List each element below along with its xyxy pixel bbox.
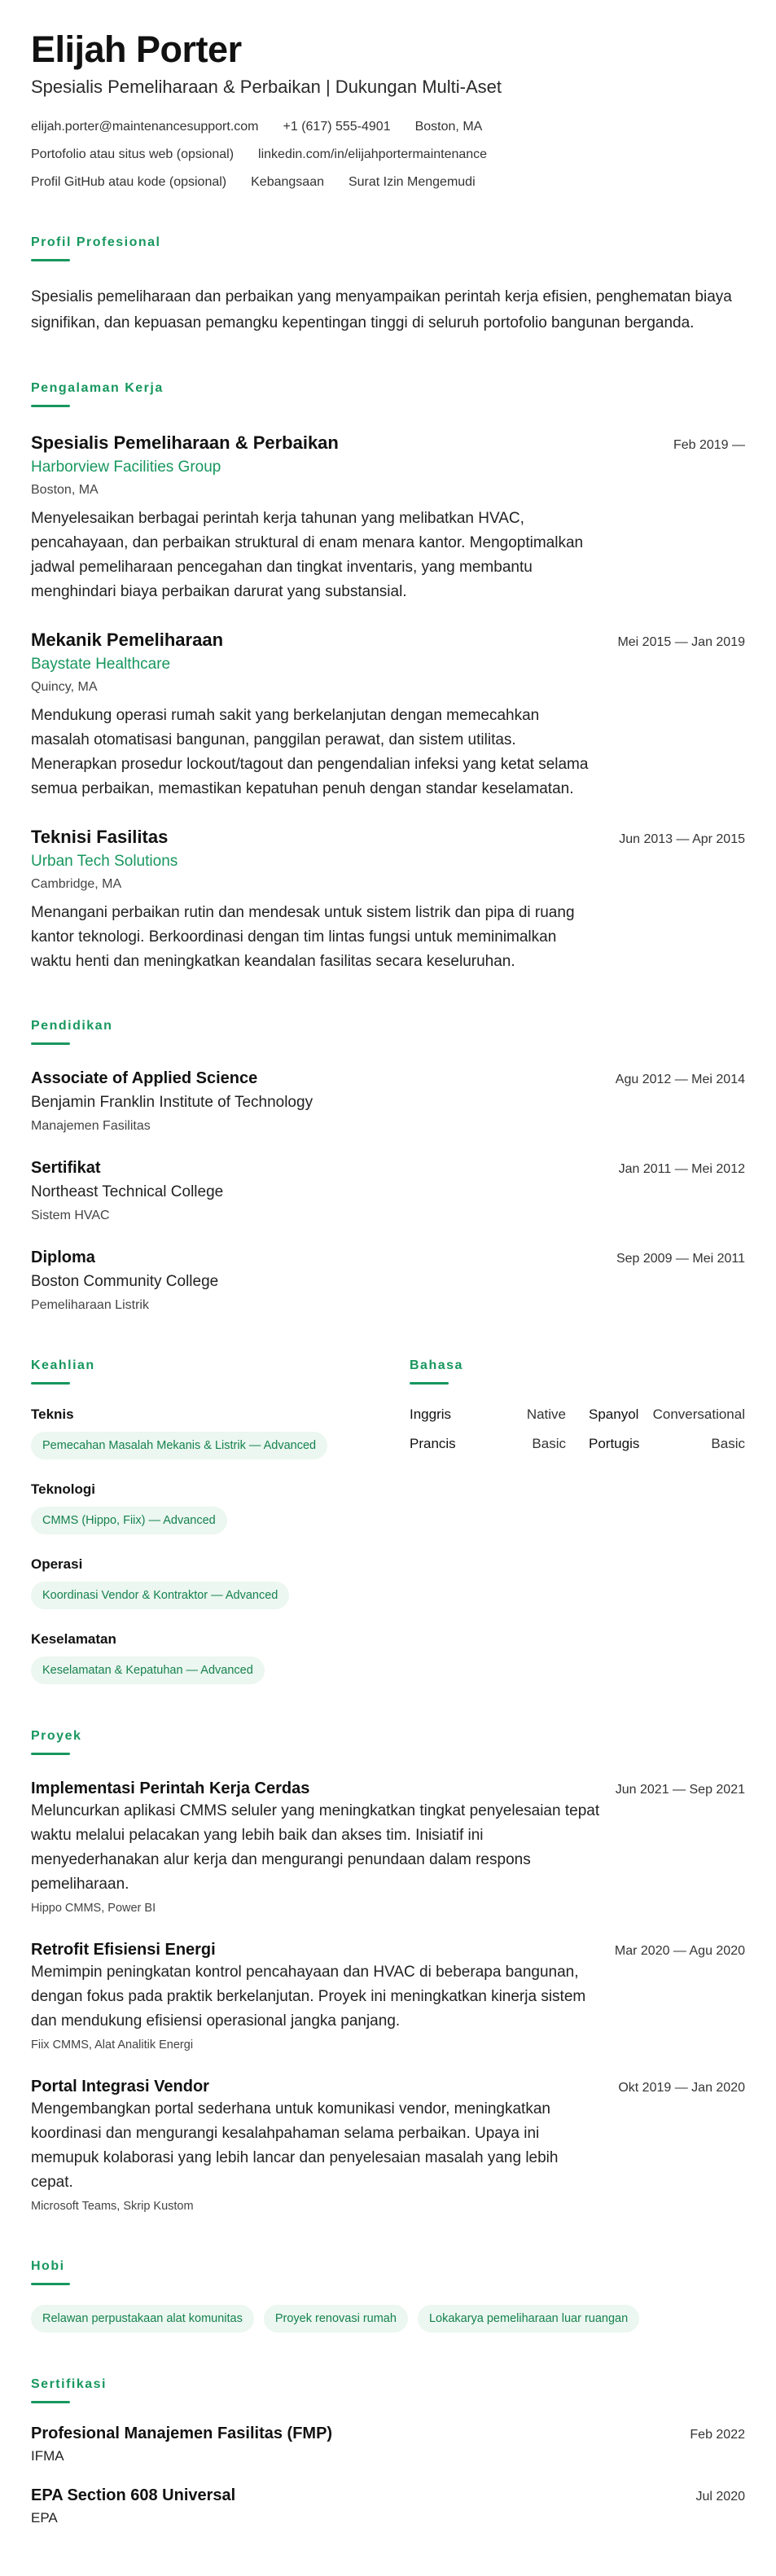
job-description: Menangani perbaikan rutin dan mendesak untuk sistem listrik dan pipa di ruang kantor teknologi. Berkoordinasi dengan tim lintas fungsi untuk meminimalkan waktu henti dan meningkatkan keandalan fasilitas secara keseluruhan.: [31, 904, 575, 970]
project-description: Mengembangkan portal sederhana untuk komunikasi vendor, meningkatkan koordinasi dan mengurangi kesalahpahaman selama perbaikan. Upaya ini memupuk kolaborasi yang lebih lancar dan penyelesaian masalah yang lebih cepat.: [31, 2100, 559, 2191]
projects-section: [31, 1728, 745, 2214]
project-tech: Fiix CMMS, Alat Analitik Energi: [31, 2038, 194, 2052]
hobby-tag: Relawan perpustakaan alat komunitas: [31, 2305, 254, 2332]
skill-group: [31, 1481, 385, 1534]
section-title-certifications: Sertifikasi: [31, 2377, 107, 2391]
project-name: Portal Integrasi Vendor: [31, 2078, 209, 2095]
location: Boston, MA: [414, 120, 483, 134]
certification-date: Jul 2020: [695, 2490, 745, 2504]
company-name: Urban Tech Solutions: [31, 853, 178, 870]
field-of-study: Manajemen Fasilitas: [31, 1119, 151, 1133]
hobby-tag: Proyek renovasi rumah: [264, 2305, 408, 2332]
experience-item: [31, 826, 745, 974]
drivers-license: Surat Izin Mengemudi: [348, 175, 476, 189]
education-section: [31, 1018, 745, 1314]
language-name: Portugis: [589, 1436, 640, 1451]
email-link[interactable]: elijah.porter@maintenancesupport.com: [31, 120, 259, 134]
section-divider: [31, 1382, 70, 1385]
skill-tag: CMMS (Hippo, Fiix) — Advanced: [31, 1507, 227, 1534]
language-item: [589, 1435, 745, 1453]
language-list: [410, 1406, 745, 1453]
skill-group: [31, 1556, 385, 1609]
hobby-tag: Lokakarya pemeliharaan luar ruangan: [418, 2305, 639, 2332]
education-date: Jan 2011 — Mei 2012: [618, 1162, 745, 1176]
project-description: Meluncurkan aplikasi CMMS seluler yang meningkatkan tingkat penyelesaian tepat waktu melalui pelacakan yang lebih baik dan akses tim. Inisiatif ini menyederhanakan alur kerja dan mengurangi penundaan dalam respons pemeliharaan.: [31, 1802, 600, 1893]
job-location: Cambridge, MA: [31, 877, 122, 891]
certification-name: EPA Section 608 Universal: [31, 2486, 236, 2504]
project-date: Mar 2020 — Agu 2020: [614, 1944, 745, 1958]
job-date: Feb 2019 —: [673, 438, 745, 452]
section-title-projects: Proyek: [31, 1729, 82, 1743]
language-item: [589, 1406, 745, 1424]
languages-section: [410, 1358, 745, 1684]
contact-row-primary: [31, 119, 745, 135]
skill-group: [31, 1630, 385, 1684]
job-description: Menyelesaikan berbagai perintah kerja tahunan yang melibatkan HVAC, pencahayaan, dan perbaikan struktural di enam menara kantor. Mengoptimalkan jadwal pemeliharaan pencegahan dan tingkat inventaris, yang membantu menghindari biaya perbaikan darurat yang substansial.: [31, 510, 584, 600]
section-title-profile: Profil Profesional: [31, 235, 161, 249]
job-location: Boston, MA: [31, 483, 99, 497]
education-item: [31, 1247, 745, 1314]
resume-header: [31, 28, 745, 191]
project-date: Jun 2021 — Sep 2021: [615, 1783, 745, 1797]
school-name: Northeast Technical College: [31, 1183, 224, 1200]
language-item: [410, 1435, 566, 1453]
language-level: Native: [526, 1406, 566, 1422]
language-item: [410, 1406, 566, 1424]
section-divider: [31, 2283, 70, 2285]
hobby-list: [31, 2305, 745, 2332]
degree-title: Diploma: [31, 1249, 95, 1266]
person-name: Elijah Porter: [31, 29, 242, 70]
headline: Spesialis Pemeliharaan & Perbaikan | Dukungan Multi-Aset: [31, 77, 502, 97]
project-name: Implementasi Perintah Kerja Cerdas: [31, 1780, 310, 1797]
profile-section: [31, 235, 745, 336]
skill-group: [31, 1406, 385, 1459]
language-name: Prancis: [410, 1436, 456, 1451]
school-name: Boston Community College: [31, 1273, 219, 1290]
job-date: Mei 2015 — Jan 2019: [617, 635, 745, 649]
language-name: Spanyol: [589, 1406, 639, 1422]
section-title-education: Pendidikan: [31, 1019, 113, 1033]
section-divider: [31, 259, 70, 261]
job-date: Jun 2013 — Apr 2015: [619, 832, 745, 846]
section-divider: [31, 1042, 70, 1045]
project-item: [31, 2076, 745, 2214]
degree-title: Associate of Applied Science: [31, 1069, 258, 1087]
language-level: Basic: [532, 1436, 566, 1451]
certification-item: [31, 2423, 745, 2465]
language-name: Inggris: [410, 1406, 452, 1422]
project-tech: Hippo CMMS, Power BI: [31, 1902, 156, 1915]
certification-issuer: EPA: [31, 2510, 58, 2526]
section-title-experience: Pengalaman Kerja: [31, 381, 164, 395]
education-item: [31, 1157, 745, 1224]
project-tech: Microsoft Teams, Skrip Kustom: [31, 2200, 194, 2213]
skill-category: Teknologi: [31, 1481, 96, 1497]
section-title-languages: Bahasa: [410, 1358, 463, 1372]
certification-item: [31, 2485, 745, 2527]
degree-title: Sertifikat: [31, 1159, 101, 1177]
job-title: Spesialis Pemeliharaan & Perbaikan: [31, 432, 339, 453]
contact-row-links: [31, 147, 745, 163]
certification-name: Profesional Manajemen Fasilitas (FMP): [31, 2425, 333, 2442]
section-title-skills: Keahlian: [31, 1358, 95, 1372]
project-date: Okt 2019 — Jan 2020: [618, 2081, 745, 2095]
certification-date: Feb 2022: [690, 2428, 745, 2442]
section-divider: [410, 1382, 449, 1385]
skills-section: [31, 1358, 385, 1684]
project-name: Retrofit Efisiensi Energi: [31, 1941, 216, 1959]
education-item: [31, 1068, 745, 1134]
contact-row-extra: [31, 174, 745, 191]
section-divider: [31, 1753, 70, 1755]
skill-category: Operasi: [31, 1556, 83, 1572]
field-of-study: Sistem HVAC: [31, 1209, 110, 1222]
job-location: Quincy, MA: [31, 680, 98, 694]
school-name: Benjamin Franklin Institute of Technology: [31, 1094, 313, 1111]
field-of-study: Pemeliharaan Listrik: [31, 1298, 149, 1312]
certification-issuer: IFMA: [31, 2448, 64, 2464]
experience-item: [31, 629, 745, 801]
skill-category: Keselamatan: [31, 1631, 116, 1647]
experience-item: [31, 432, 745, 604]
profile-summary: Spesialis pemeliharaan dan perbaikan yang menyampaikan perintah kerja efisien, penghematan biaya signifikan, dan kepuasan pemangku kepentingan tinggi di seluruh portofolio bangunan berganda.: [31, 288, 732, 331]
language-level: Conversational: [652, 1406, 745, 1422]
language-level: Basic: [711, 1436, 745, 1451]
skill-tag: Pemecahan Masalah Mekanis & Listrik — Advanced: [31, 1432, 327, 1459]
github-link[interactable]: Profil GitHub atau kode (opsional): [31, 175, 227, 189]
skill-tag: Keselamatan & Kepatuhan — Advanced: [31, 1657, 265, 1684]
certifications-section: [31, 2376, 745, 2527]
nationality: Kebangsaan: [251, 175, 324, 189]
skills-languages-row: [31, 1358, 745, 1684]
hobbies-section: [31, 2258, 745, 2332]
education-date: Agu 2012 — Mei 2014: [615, 1073, 745, 1086]
education-date: Sep 2009 — Mei 2011: [616, 1252, 745, 1266]
phone-number[interactable]: +1 (617) 555-4901: [283, 120, 391, 134]
section-divider: [31, 405, 70, 407]
experience-section: [31, 380, 745, 974]
project-item: [31, 1939, 745, 2053]
section-divider: [31, 2401, 70, 2403]
portfolio-link[interactable]: Portofolio atau situs web (opsional): [31, 147, 235, 161]
job-description: Mendukung operasi rumah sakit yang berkelanjutan dengan memecahkan masalah otomatisasi bangunan, panggilan perawat, dan sistem utilitas. Menerapkan prosedur lockout/tagout dan pengendalian infeksi yang ketat selama semua perbaikan, memastikan kepatuhan penuh dengan standar keselamatan.: [31, 707, 589, 797]
job-title: Teknisi Fasilitas: [31, 827, 169, 847]
company-name: Baystate Healthcare: [31, 656, 171, 673]
linkedin-link[interactable]: linkedin.com/in/elijahportermaintenance: [258, 147, 488, 161]
section-title-hobbies: Hobi: [31, 2259, 65, 2273]
company-name: Harborview Facilities Group: [31, 459, 221, 476]
job-title: Mekanik Pemeliharaan: [31, 630, 224, 650]
project-description: Memimpin peningkatan kontrol pencahayaan dan HVAC di beberapa bangunan, dengan fokus pada praktik berkelanjutan. Proyek ini meningkatkan kinerja sistem dan mendukung efisiensi operasional jangka panjang.: [31, 1964, 586, 2030]
skill-tag: Koordinasi Vendor & Kontraktor — Advanced: [31, 1582, 289, 1609]
skill-category: Teknis: [31, 1406, 74, 1422]
project-item: [31, 1778, 745, 1916]
